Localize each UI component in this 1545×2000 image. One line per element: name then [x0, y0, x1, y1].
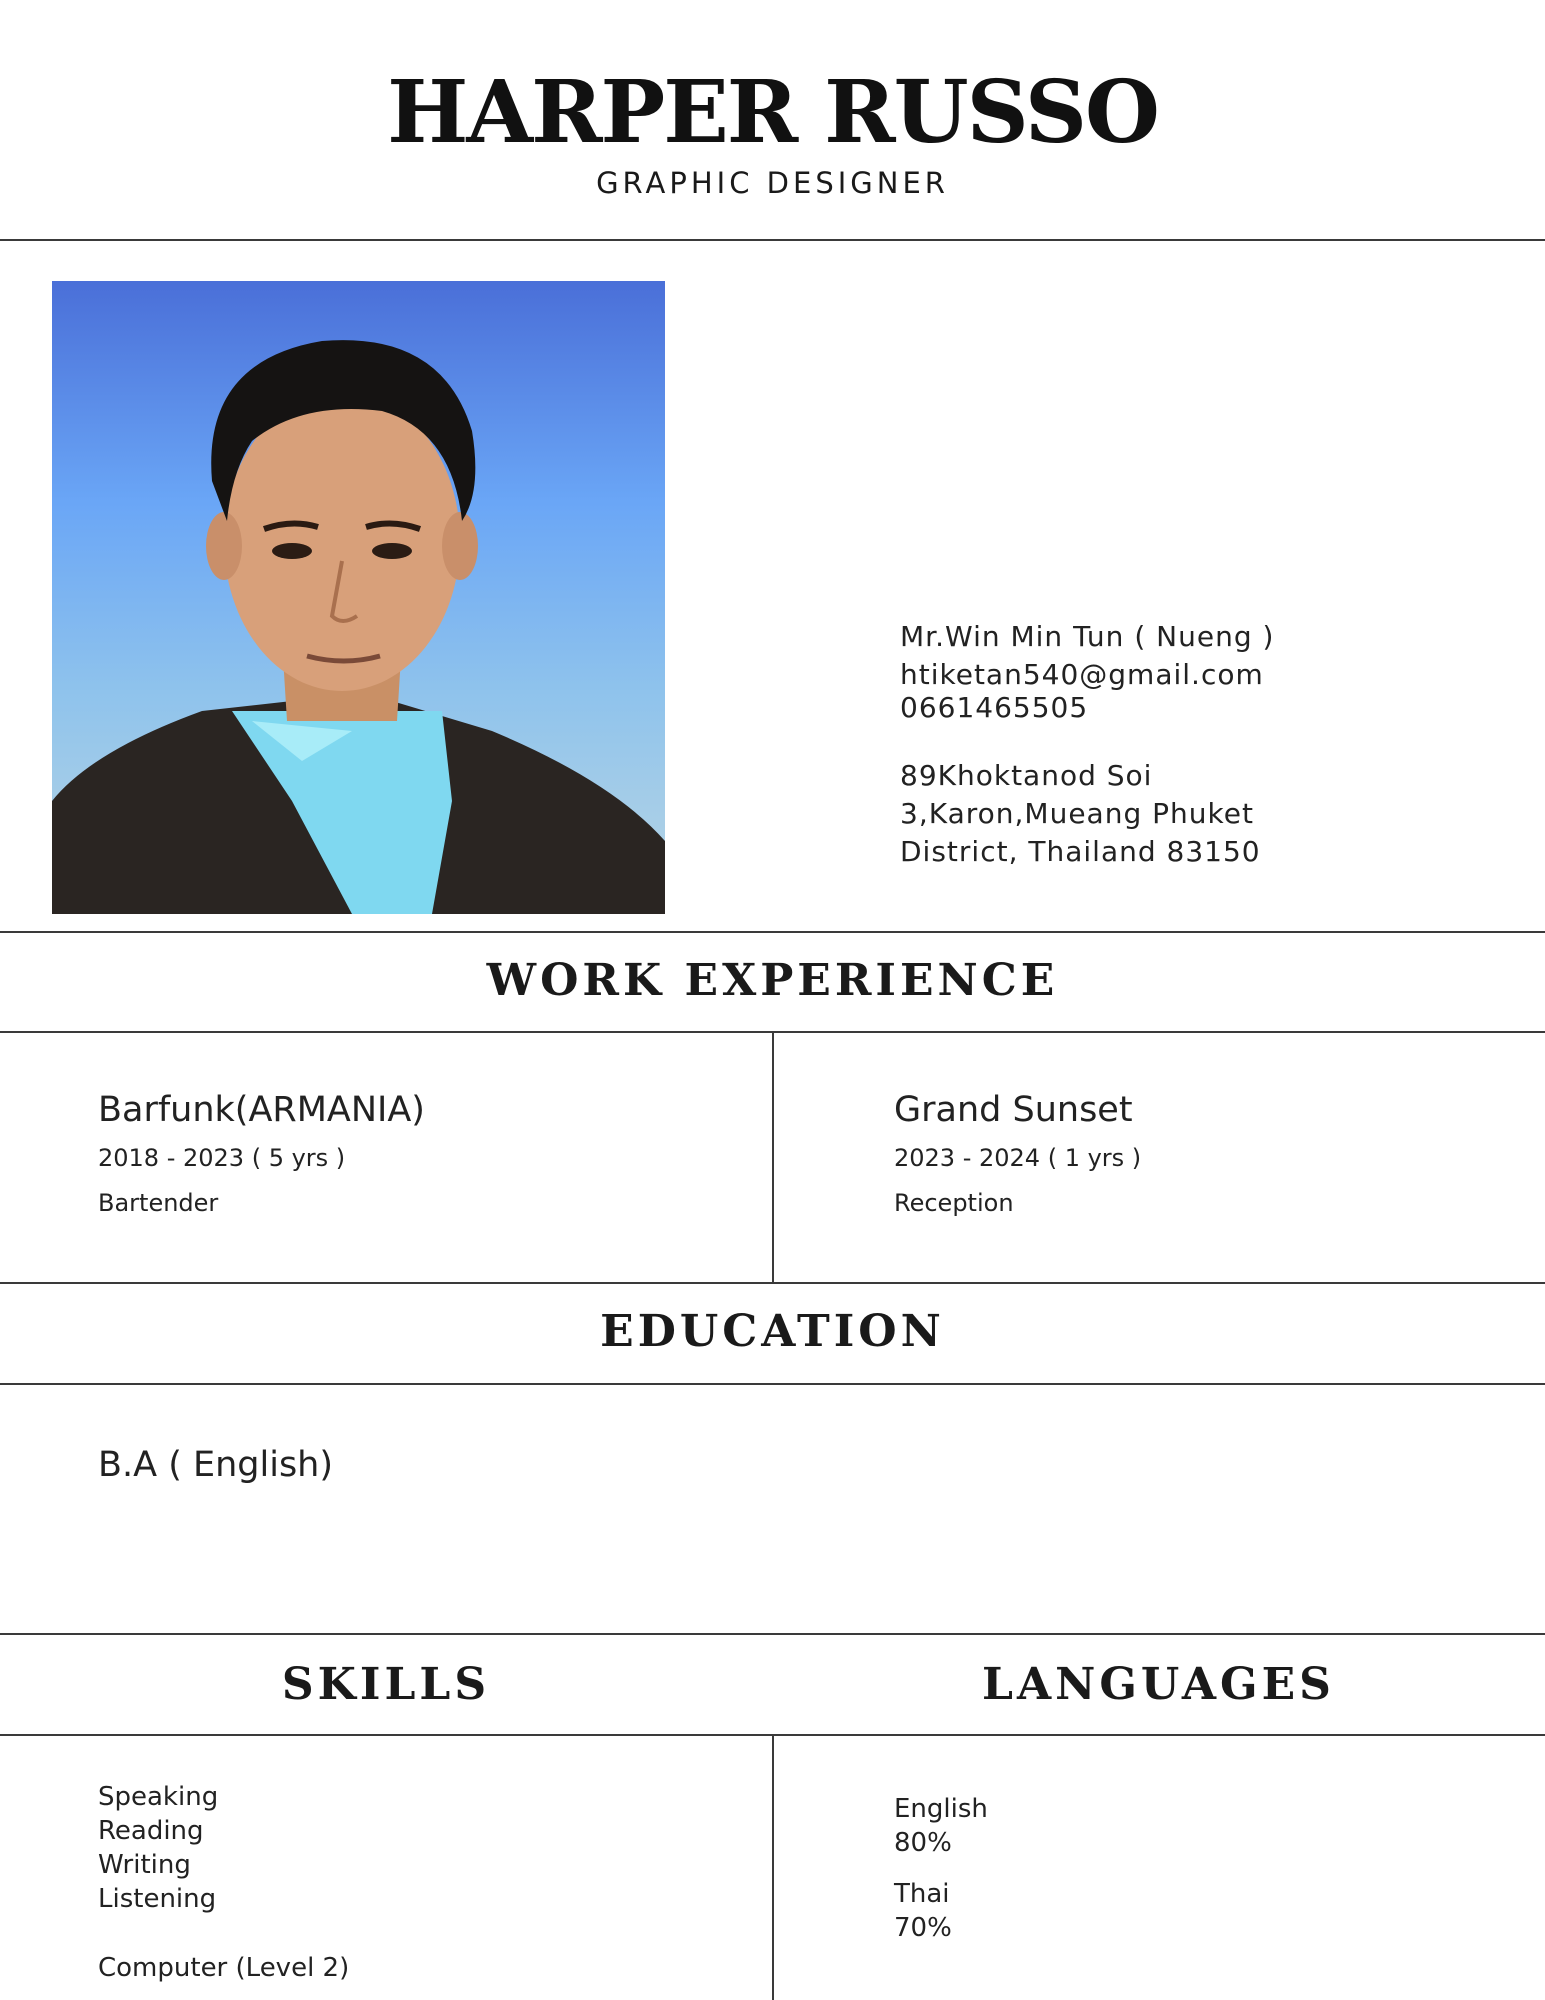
contact-phone: 0661465505 — [900, 691, 1089, 724]
job-company: Grand Sunset — [894, 1090, 1133, 1130]
education-heading: EDUCATION — [600, 1306, 945, 1357]
education-degree: B.A ( English) — [98, 1445, 334, 1485]
job-position: Reception — [894, 1189, 1014, 1217]
contact-address-line: 3,Karon,Mueang Phuket — [900, 797, 1254, 830]
divider — [0, 1282, 1545, 1284]
skill-item-computer: Computer (Level 2) — [98, 1953, 350, 1983]
column-divider — [772, 1734, 774, 2000]
divider — [0, 239, 1545, 241]
divider — [0, 1633, 1545, 1635]
contact-address-line: 89Khoktanod Soi — [900, 759, 1153, 792]
language-name: English — [894, 1794, 988, 1824]
skills-heading: SKILLS — [281, 1659, 491, 1710]
language-level: 80% — [894, 1828, 952, 1858]
contact-address-line: District, Thailand 83150 — [900, 835, 1261, 868]
language-level: 70% — [894, 1913, 952, 1943]
skill-item: Speaking — [98, 1782, 219, 1812]
skill-item: Reading — [98, 1816, 204, 1846]
job-years: 2018 - 2023 ( 5 yrs ) — [98, 1144, 346, 1172]
work-experience-heading: WORK EXPERIENCE — [486, 955, 1059, 1006]
divider — [0, 931, 1545, 933]
job-company: Barfunk(ARMANIA) — [98, 1090, 425, 1130]
languages-heading: LANGUAGES — [982, 1659, 1335, 1710]
language-name: Thai — [894, 1879, 950, 1909]
contact-name: Mr.Win Min Tun ( Nueng ) — [900, 620, 1275, 653]
skill-item: Writing — [98, 1850, 191, 1880]
profile-photo — [52, 281, 665, 914]
resume-role: GRAPHIC DESIGNER — [596, 166, 949, 200]
job-position: Bartender — [98, 1189, 219, 1217]
resume-name: HARPER RUSSO — [387, 62, 1158, 163]
person-portrait-icon — [52, 281, 665, 914]
column-divider — [772, 1031, 774, 1283]
contact-email: htiketan540@gmail.com — [900, 658, 1264, 691]
job-years: 2023 - 2024 ( 1 yrs ) — [894, 1144, 1142, 1172]
divider — [0, 1383, 1545, 1385]
skill-item: Listening — [98, 1884, 217, 1914]
